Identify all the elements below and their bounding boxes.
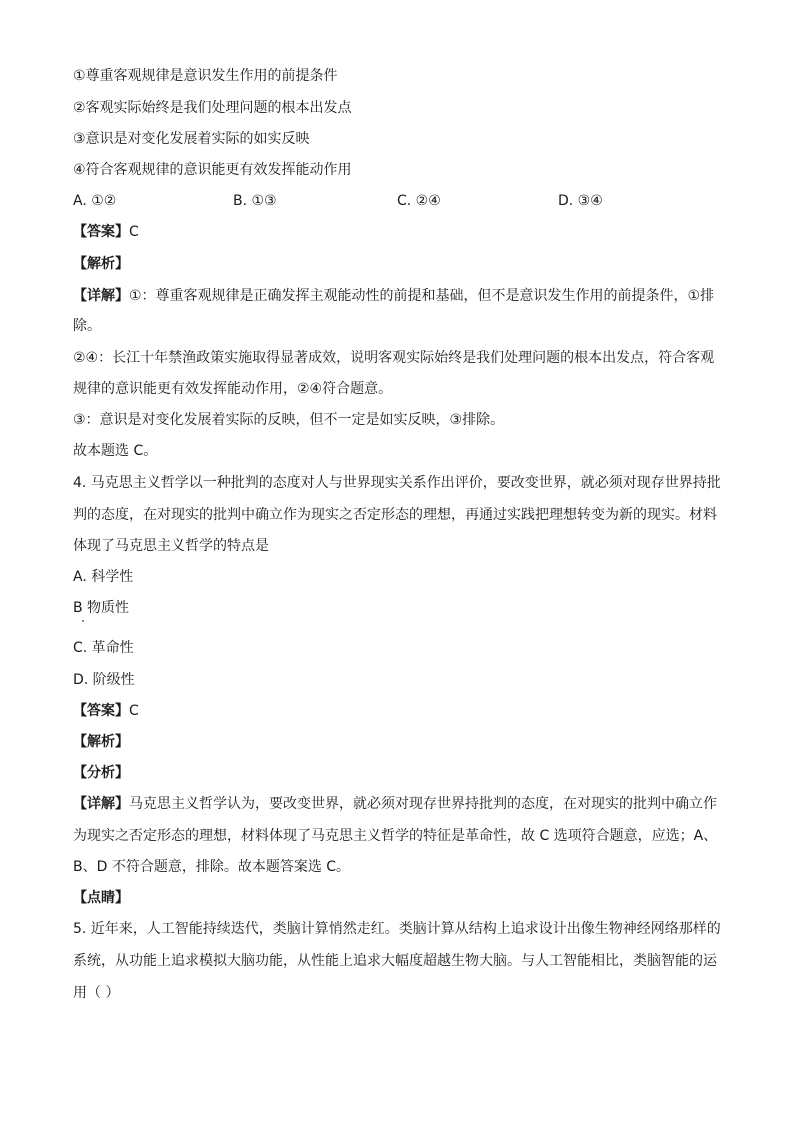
detail-label: 【详解】 [73, 288, 129, 304]
q4-option-a: A. 科学性 [73, 569, 134, 585]
q5-stem-line-1: 5. 近年来，人工智能持续迭代，类脑计算悄然走红。类脑计算从结构上追求设计出像生物神经网络那样的 [73, 921, 721, 937]
detail-label: 【详解】 [73, 796, 129, 812]
q3-statement-2: ②客观实际始终是我们处理问题的根本出发点 [73, 100, 352, 116]
q3-option-d: D. ③④ [558, 193, 603, 209]
q4-answer [73, 701, 139, 721]
q3-detail-line-1: 【详解】①：尊重客观规律是正确发挥主观能动性的前提和基础，但不是意识发生作用的前提条件，①排 [73, 288, 715, 304]
answer-label: 【答案】 [73, 703, 129, 719]
q4-option-b: B 物质性 [73, 600, 130, 616]
q3-detail-line-2: 除。 [73, 318, 101, 334]
q4-option-c: C. 革命性 [73, 640, 134, 656]
q5-stem-line-2: 系统，从功能上追求模拟大脑功能，从性能上追求大幅度超越生物大脑。与人工智能相比，类脑智能的运 [73, 953, 717, 969]
stray-dot [82, 620, 84, 622]
q4-stem-line-1: 4. 马克思主义哲学以一种批判的态度对人与世界现实关系作出评价，要改变世界，就必须对现存世界持批 [73, 475, 721, 491]
q3-option-c: C. ②④ [397, 193, 441, 209]
q3-detail-line-6: 故本题选 C。 [73, 443, 158, 459]
q4-analysis-label: 【解析】 [73, 734, 129, 750]
q4-detail-line-2: 为现实之否定形态的理想，材料体现了马克思主义哲学的特征是革命性，故 C 选项符合题意，应选；A、 [73, 828, 718, 844]
q3-statement-3: ③意识是对变化发展着实际的如实反映 [73, 131, 310, 147]
q3-option-b: B. ①③ [233, 193, 277, 209]
q5-stem-line-3: 用（ ） [73, 985, 120, 1001]
q4-option-d: D. 阶级性 [73, 672, 135, 688]
q4-detail-line-3: B、D 不符合题意，排除。故本题答案选 C。 [73, 859, 351, 875]
q4-dianjing-label: 【点睛】 [73, 890, 129, 906]
answer-value: C [129, 224, 139, 240]
q4-fenxi-label: 【分析】 [73, 765, 129, 781]
q4-detail-line-1: 【详解】马克思主义哲学认为，要改变世界，就必须对现存世界持批判的态度，在对现实的批判中确立作 [73, 796, 717, 812]
q3-analysis-label: 【解析】 [73, 256, 129, 272]
q3-answer [73, 222, 139, 242]
q3-statement-1: ①尊重客观规律是意识发生作用的前提条件 [73, 68, 338, 84]
q4-stem-line-2: 判的态度，在对现实的批判中确立作为现实之否定形态的理想，再通过实践把理想转变为新的现实。材料 [73, 507, 717, 523]
q3-detail-line-4: 规律的意识能更有效发挥能动作用，②④符合题意。 [73, 381, 393, 397]
q3-detail-line-3: ②④：长江十年禁渔政策实施取得显著成效，说明客观实际始终是我们处理问题的根本出发点，符合客观 [73, 350, 715, 366]
q3-statement-4: ④符合客观规律的意识能更有效发挥能动作用 [73, 162, 352, 178]
q4-stem-line-3: 体现了马克思主义哲学的特点是 [73, 538, 269, 554]
answer-label: 【答案】 [73, 224, 129, 240]
q3-option-a: A. ①② [73, 193, 117, 209]
q3-detail-line-5: ③：意识是对变化发展着实际的反映，但不一定是如实反映，③排除。 [73, 412, 505, 428]
answer-value: C [129, 703, 139, 719]
